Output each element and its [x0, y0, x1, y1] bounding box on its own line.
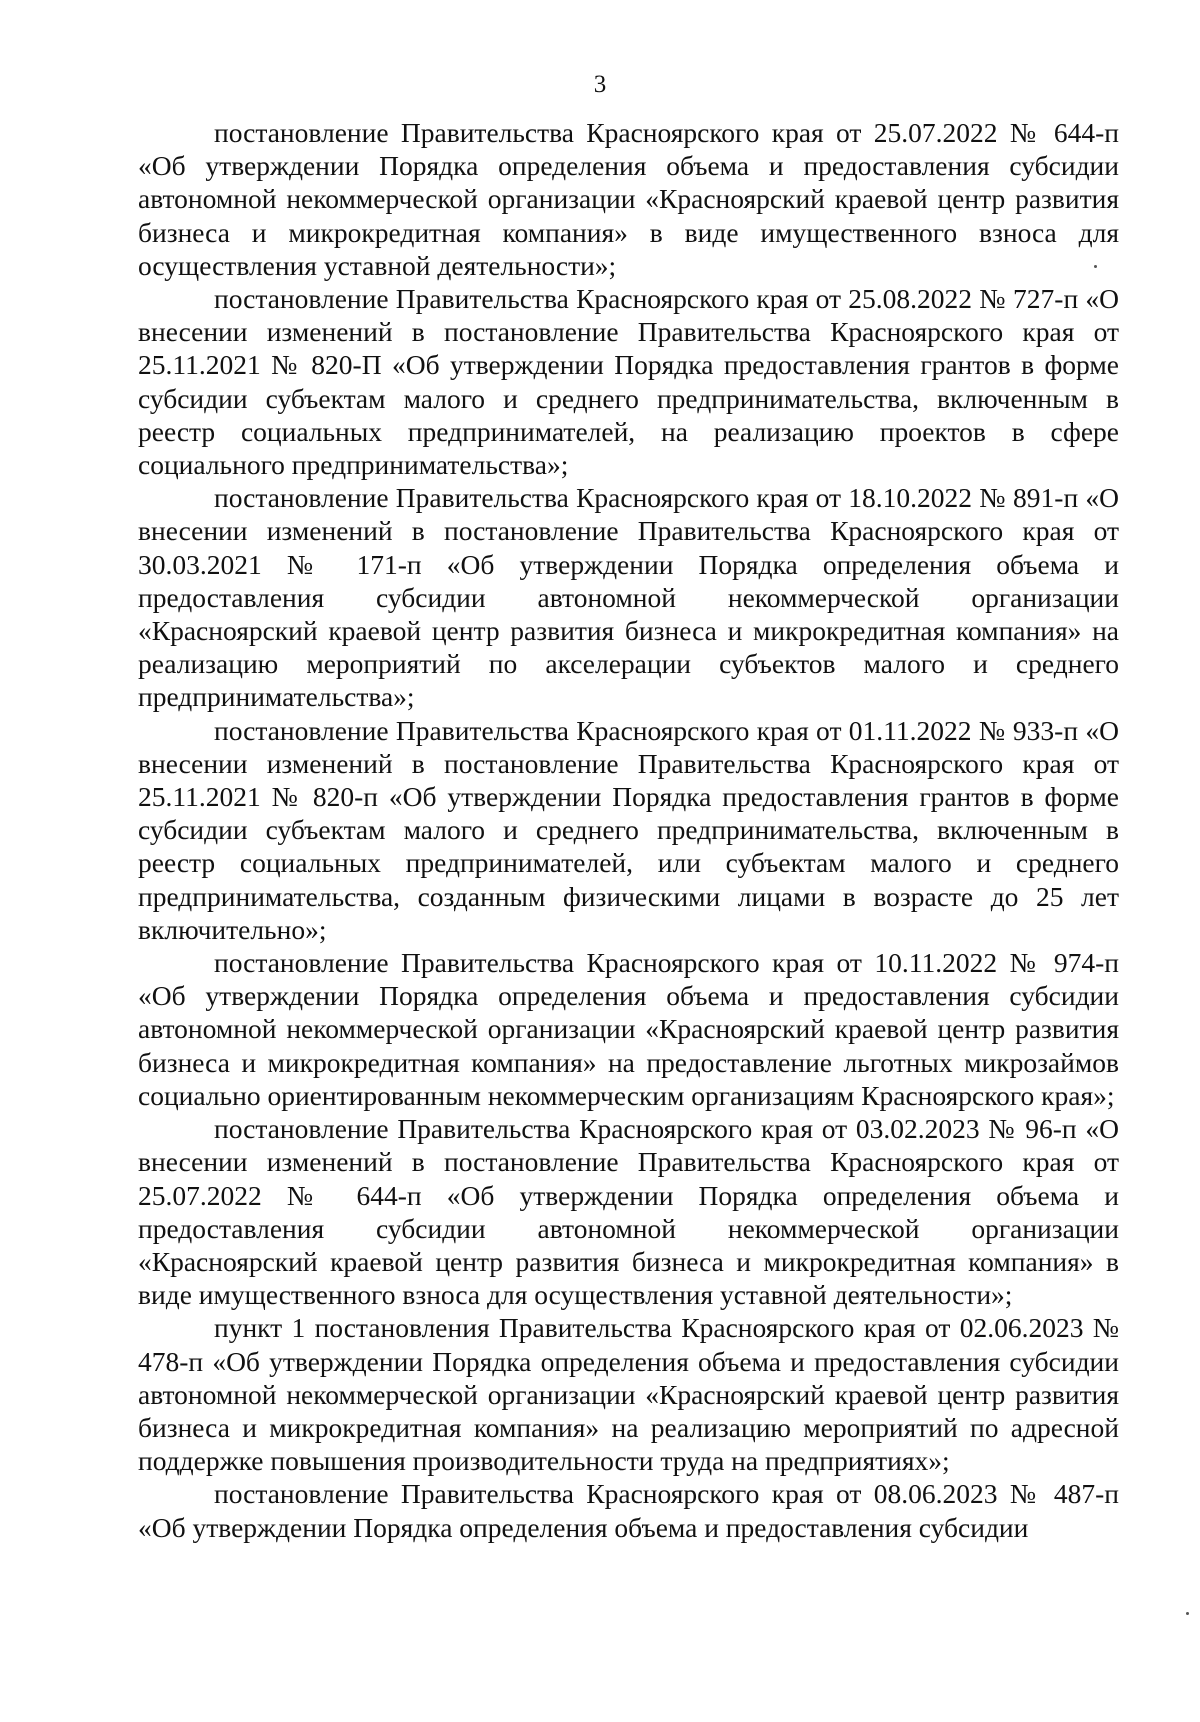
paragraph-resolution-974: постановление Правительства Красноярского края от 10.11.2022 № 974-п «Об утверждении Порядка определения объема и предоставления субсидии автономной некоммерческой организации «Красноярский краевой центр развития бизнеса и микрокредитная компания» на предоставление льготных микрозаймов социально ориентированным некоммерческим организациям Красноярского края»; [138, 947, 1119, 1111]
page-number: 3 [593, 71, 607, 98]
paragraph-resolution-487: постановление Правительства Красноярского края от 08.06.2023 № 487-п «Об утверждении Порядка определения объема и предоставления субсидии [138, 1478, 1119, 1543]
paragraph-resolution-644: постановление Правительства Красноярского края от 25.07.2022 № 644-п «Об утверждении Порядка определения объема и предоставления субсидии автономной некоммерческой организации «Красноярский краевой центр развития бизнеса и микрокредитная компания» в виде имущественного взноса для осуществления уставной деятельности»; [138, 117, 1119, 281]
paragraph-resolution-96: постановление Правительства Красноярского края от 03.02.2023 № 96-п «О внесении изменений в постановление Правительства Красноярского края от 25.07.2022 № 644-п «Об утверждении Порядка определения объема и предоставления субсидии автономной некоммерческой организации «Красноярский краевой центр развития бизнеса и микрокредитная компания» в виде имущественного взноса для осуществления уставной деятельности»; [138, 1113, 1119, 1311]
paragraph-resolution-727: постановление Правительства Красноярского края от 25.08.2022 № 727-п «О внесении изменений в постановление Правительства Красноярского края от 25.11.2021 № 820-П «Об утверждении Порядка предоставления грантов в форме субсидии субъектам малого и среднего предпринимательства, включенным в реестр социальных предпринимателей, на реализацию проектов в сфере социального предпринимательства»; [138, 283, 1119, 481]
scan-artifact-dot [1094, 265, 1097, 268]
scan-artifact-dot [1186, 1612, 1189, 1615]
document-body [138, 116, 1119, 1544]
paragraph-resolution-891: постановление Правительства Красноярского края от 18.10.2022 № 891-п «О внесении изменений в постановление Правительства Красноярского края от 30.03.2021 № 171-п «Об утверждении Порядка определения объема и предоставления субсидии автономной некоммерческой организации «Красноярский краевой центр развития бизнеса и микрокредитная компания» на реализацию мероприятий по акселерации субъектов малого и среднего предпринимательства»; [138, 482, 1119, 713]
paragraph-resolution-478: пункт 1 постановления Правительства Красноярского края от 02.06.2023 № 478-п «Об утверждении Порядка определения объема и предоставления субсидии автономной некоммерческой организации «Красноярский краевой центр развития бизнеса и микрокредитная компания» на реализацию мероприятий по адресной поддержке повышения производительности труда на предприятиях»; [138, 1312, 1119, 1477]
paragraph-resolution-933: постановление Правительства Красноярского края от 01.11.2022 № 933-п «О внесении изменений в постановление Правительства Красноярского края от 25.11.2021 № 820-п «Об утверждении Порядка предоставления грантов в форме субсидии субъектам малого и среднего предпринимательства, включенным в реестр социальных предпринимателей, или субъектам малого и среднего предпринимательства, созданным физическими лицами в возрасте до 25 лет включительно»; [138, 714, 1119, 945]
